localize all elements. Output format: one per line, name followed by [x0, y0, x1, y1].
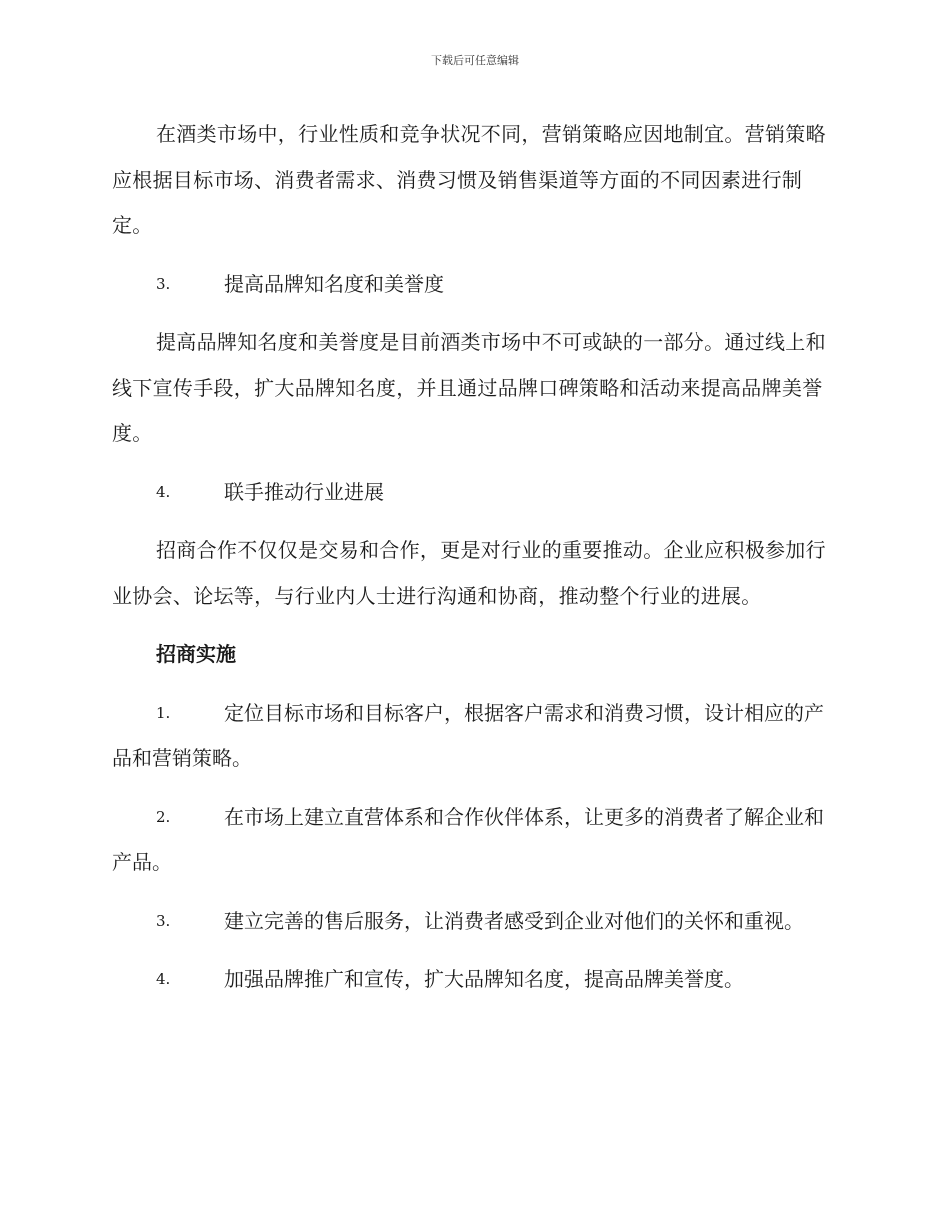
list-item	[112, 795, 834, 886]
item-text: 加强品牌推广和宣传，扩大品牌知名度，提高品牌美誉度。	[224, 967, 744, 991]
item-text: 提高品牌知名度和美誉度	[224, 271, 444, 296]
item-text: 联手推动行业进展	[224, 479, 384, 504]
item-text: 建立完善的售后服务，让消费者感受到企业对他们的关怀和重视。	[224, 908, 804, 933]
list-item	[112, 899, 834, 945]
list-item	[112, 691, 834, 782]
item-number: 4.	[156, 970, 171, 988]
paragraph-industry-progress: 招商合作不仅仅是交易和合作，更是对行业的重要推动。企业应积极参加行业协会、论坛等，与行业内人士进行沟通和协商，推动整个行业的进展。	[112, 538, 826, 608]
page-header: 下载后可任意编辑	[431, 54, 519, 67]
numbered-subheading	[112, 262, 834, 308]
item-number: 3.	[156, 911, 171, 930]
list-item	[112, 957, 834, 1003]
paragraph-marketing-strategy: 在酒类市场中，行业性质和竞争状况不同，营销策略应因地制宜。营销策略应根据目标市场、消费者需求、消费习惯及销售渠道等方面的不同因素进行制定。	[112, 122, 826, 237]
item-number: 1.	[156, 703, 171, 722]
item-number: 4.	[156, 482, 171, 501]
item-number: 2.	[156, 807, 171, 826]
document-body	[112, 112, 834, 1003]
item-text: 在市场上建立直营体系和合作伙伴体系，让更多的消费者了解企业和产品。	[112, 804, 824, 874]
paragraph-brand-awareness: 提高品牌知名度和美誉度是目前酒类市场中不可或缺的一部分。通过线上和线下宣传手段，扩大品牌知名度，并且通过品牌口碑策略和活动来提高品牌美誉度。	[112, 330, 826, 445]
item-text: 定位目标市场和目标客户，根据客户需求和消费习惯，设计相应的产品和营销策略。	[112, 700, 824, 770]
item-number: 3.	[156, 274, 171, 293]
section-heading: 招商实施	[156, 642, 236, 666]
numbered-subheading	[112, 470, 834, 516]
